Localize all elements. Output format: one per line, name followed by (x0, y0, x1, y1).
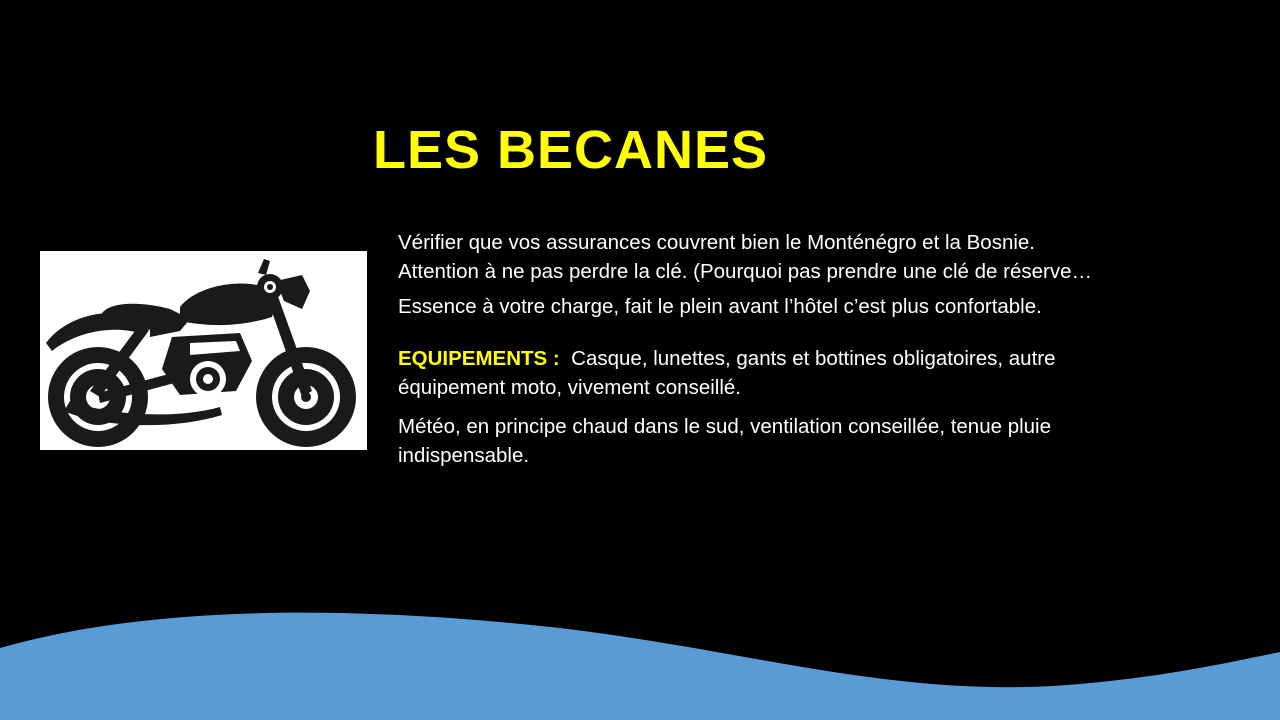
motorcycle-image (40, 251, 367, 450)
equipment-text-line-2: équipement moto, vivement conseillé. (398, 376, 741, 399)
equipment-label: EQUIPEMENTS : (398, 347, 560, 370)
fuel-paragraph (398, 292, 1238, 321)
insurance-line-1: Vérifier que vos assurances couvrent bien le Monténégro et la Bosnie. (398, 231, 1036, 254)
slide-body (398, 228, 1238, 470)
decorative-wave (0, 600, 1280, 720)
fuel-line: Essence à votre charge, fait le plein avant l’hôtel c’est plus confortable. (398, 295, 1042, 318)
weather-paragraph (398, 412, 1238, 470)
weather-line-1: Météo, en principe chaud dans le sud, ventilation conseillée, tenue pluie (398, 415, 1052, 438)
equipment-text-line-1: Casque, lunettes, gants et bottines obligatoires, autre (571, 347, 1056, 370)
equipment-paragraph (398, 344, 1238, 402)
insurance-paragraph (398, 228, 1238, 286)
slide-title: LES BECANES (373, 120, 769, 180)
insurance-line-2: Attention à ne pas perdre la clé. (Pourquoi pas prendre une clé de réserve… (398, 260, 1092, 283)
weather-line-2: indispensable. (398, 444, 530, 467)
motorcycle-icon (40, 251, 367, 450)
